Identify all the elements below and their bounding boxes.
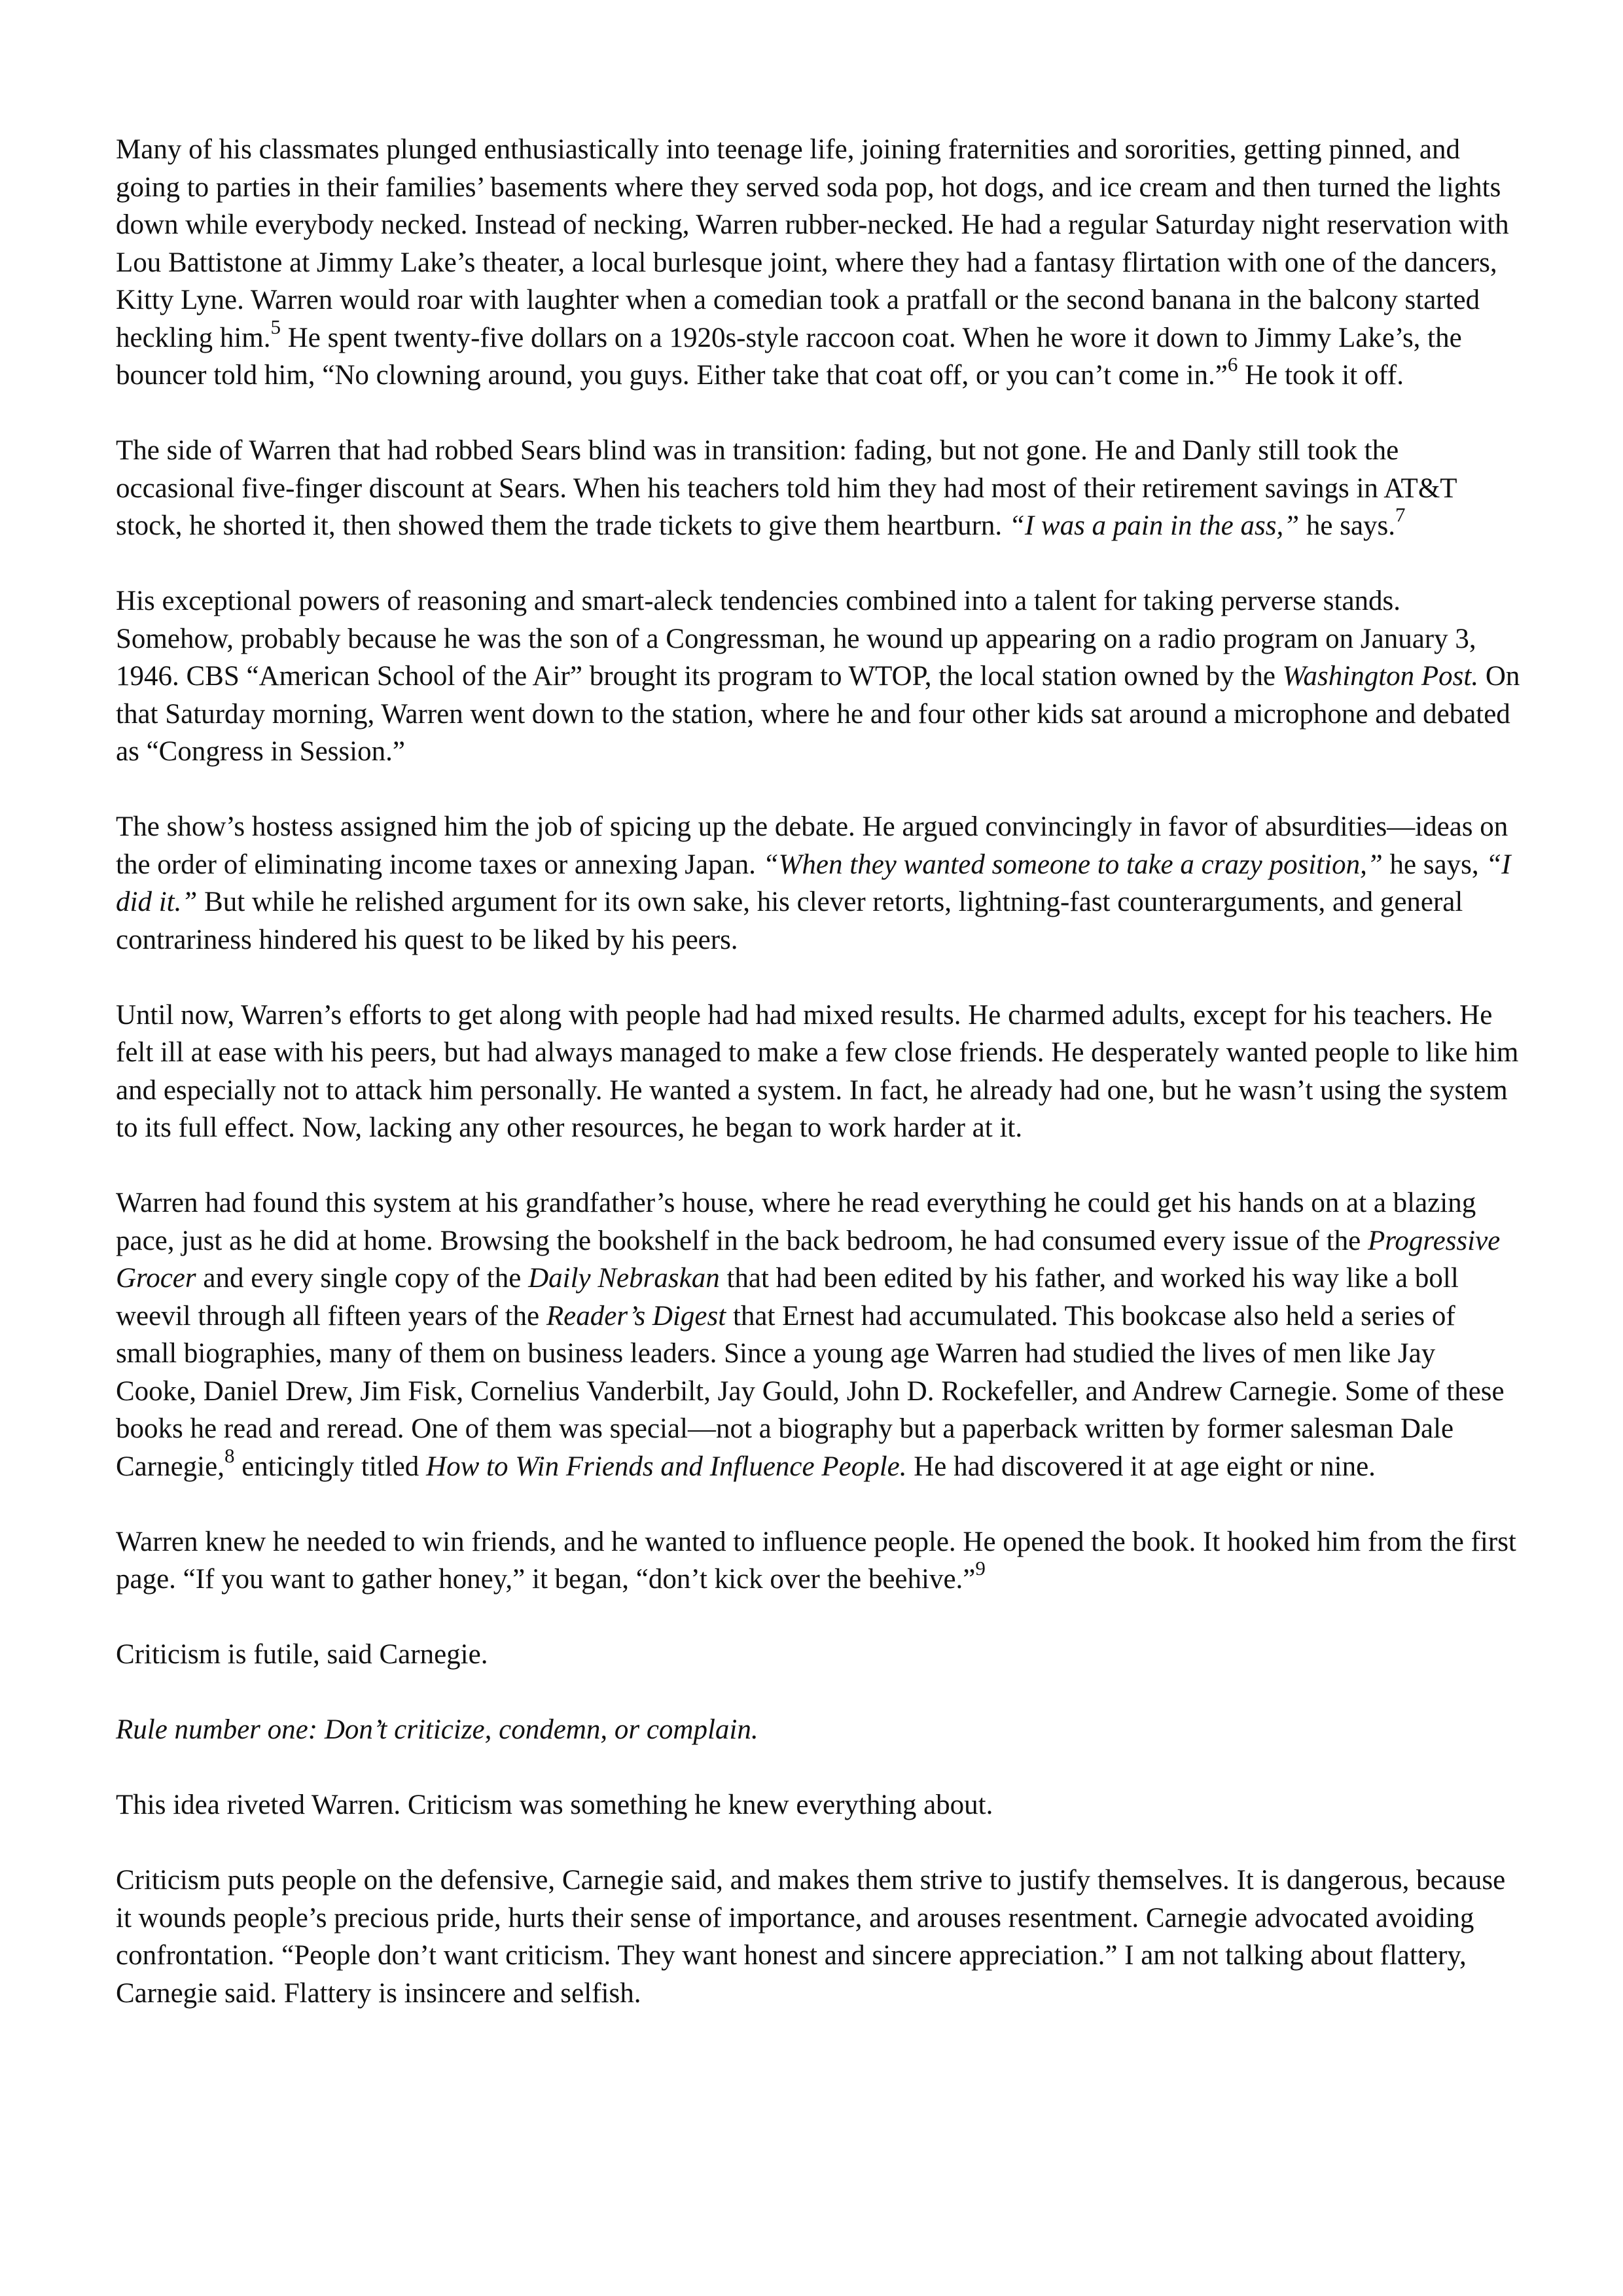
text-run: This idea riveted Warren. Criticism was something he knew everything about.	[116, 1790, 993, 1820]
text-run: and every single copy of the	[196, 1263, 529, 1294]
italic-text-run: Rule number one: Don’t criticize, condemn, or complain.	[116, 1714, 758, 1745]
italic-text-run: Reader’s Digest	[546, 1300, 726, 1332]
text-run: Until now, Warren’s efforts to get along with people had had mixed results. He charmed adults, except for his teachers. He felt ill at ease with his peers, but had always managed to make a few close friends. He desperately wanted people to like him and especially not to attack him personally. He wanted a system. In fact, he already had one, but he wasn’t using the system to its full effect. Now, lacking any other resources, he began to work harder at it.	[116, 999, 1519, 1143]
italic-text-run: Daily Nebraskan	[528, 1263, 720, 1294]
paragraph	[116, 997, 1523, 1147]
italic-text-run: “When they wanted someone to take a crazy position,”	[762, 849, 1383, 880]
text-run: Warren had found this system at his grandfather’s house, where he read everything he could get his hands on at a blazing pace, just as he did at home. Browsing the bookshelf in the back bedroom, he had consumed every issue of the	[116, 1188, 1476, 1256]
paragraph	[116, 1711, 1523, 1749]
footnote-marker: 5	[270, 315, 281, 338]
text-run: that Ernest had accumulated. This bookcase also held a series of small biographies, many of them on business leaders. Since a young age Warren had studied the lives of men like Jay Cooke, Daniel Drew, Jim Fisk, Cornelius Vanderbilt, Jay Gould, John D. Rockefeller, and Andrew Carnegie. Some of these books he read and reread. One of them was special—not a biography but a paperback written by former salesman Dale Carnegie,	[116, 1300, 1505, 1482]
italic-text-run: How to Win Friends and Influence People.	[426, 1451, 907, 1482]
text-run: enticingly titled	[234, 1451, 427, 1482]
paragraph	[116, 1862, 1523, 2012]
footnote-marker: 8	[224, 1443, 235, 1467]
text-run: The side of Warren that had robbed Sears blind was in transition: fading, but not gone. He and Danly still took the occasional five-finger discount at Sears. When his teachers told him they had most of their retirement savings in AT&T stock, he shorted it, then showed them the trade tickets to give them heartburn.	[116, 435, 1457, 541]
text-run: He took it off.	[1238, 360, 1404, 391]
paragraph	[116, 432, 1523, 545]
italic-text-run: “I did it.”	[116, 849, 1511, 917]
footnote-marker: 9	[975, 1557, 986, 1580]
text-run: Criticism is futile, said Carnegie.	[116, 1639, 488, 1670]
paragraph	[116, 131, 1523, 395]
text-run: But while he relished argument for its own sake, his clever retorts, lightning-fast counterarguments, and general contrariness hindered his quest to be liked by his peers.	[116, 887, 1463, 955]
paragraph	[116, 1523, 1523, 1598]
text-run: On that Saturday morning, Warren went down to the station, where he and four other kids sat around a microphone and debated as “Congress in Session.”	[116, 661, 1520, 767]
text-run: He had discovered it at age eight or nine.	[906, 1451, 1376, 1482]
text-run: he says.	[1299, 510, 1396, 541]
text-run: that had been edited by his father, and worked his way like a boll weevil through all fifteen years of the	[116, 1263, 1459, 1332]
text-run: His exceptional powers of reasoning and smart-aleck tendencies combined into a talent for taking perverse stands. Somehow, probably because he was the son of a Congressman, he wound up appearing on a radio program on January 3, 1946. CBS “American School of the Air” brought its program to WTOP, the local station owned by the	[116, 586, 1476, 692]
document-body	[116, 131, 1523, 2012]
text-run: The show’s hostess assigned him the job of spicing up the debate. He argued convincingly in favor of absurdities—ideas on the order of eliminating income taxes or annexing Japan.	[116, 811, 1508, 880]
paragraph	[116, 1786, 1523, 1824]
text-run: Many of his classmates plunged enthusiastically into teenage life, joining fraternities and sororities, getting pinned, and going to parties in their families’ basements where they served soda pop, hot dogs, and ice cream and then turned the lights down while everybody necked. Instead of necking, Warren rubber-necked. He had a regular Saturday night reservation with Lou Battistone at Jimmy Lake’s theater, a local burlesque joint, where they had a fantasy flirtation with one of the dancers, Kitty Lyne. Warren would roar with laughter when a comedian took a pratfall or the second banana in the balcony started heckling him.	[116, 134, 1509, 353]
paragraph	[116, 1636, 1523, 1674]
text-run: Warren knew he needed to win friends, and he wanted to influence people. He opened the book. It hooked him from the first page. “If you want to gather honey,” it began, “don’t kick over the beehive.”	[116, 1526, 1516, 1595]
italic-text-run: Washington Post.	[1282, 661, 1479, 692]
paragraph	[116, 582, 1523, 771]
footnote-marker: 6	[1227, 353, 1238, 376]
text-run: he says,	[1382, 849, 1486, 880]
italic-text-run: “I was a pain in the ass,”	[1008, 510, 1300, 541]
paragraph	[116, 1184, 1523, 1485]
paragraph	[116, 808, 1523, 959]
footnote-marker: 7	[1395, 503, 1406, 526]
italic-text-run: Progressive Grocer	[116, 1225, 1501, 1294]
text-run: Criticism puts people on the defensive, Carnegie said, and makes them strive to justify themselves. It is dangerous, because it wounds people’s precious pride, hurts their sense of importance, and arouses resentment. Carnegie advocated avoiding confrontation. “People don’t want criticism. They want honest and sincere appreciation.” I am not talking about flattery, Carnegie said. Flattery is insincere and selfish.	[116, 1865, 1506, 2009]
text-run: He spent twenty-five dollars on a 1920s-style raccoon coat. When he wore it down to Jimmy Lake’s, the bouncer told him, “No clowning around, you guys. Either take that coat off, or you can’t come in.”	[116, 322, 1462, 391]
